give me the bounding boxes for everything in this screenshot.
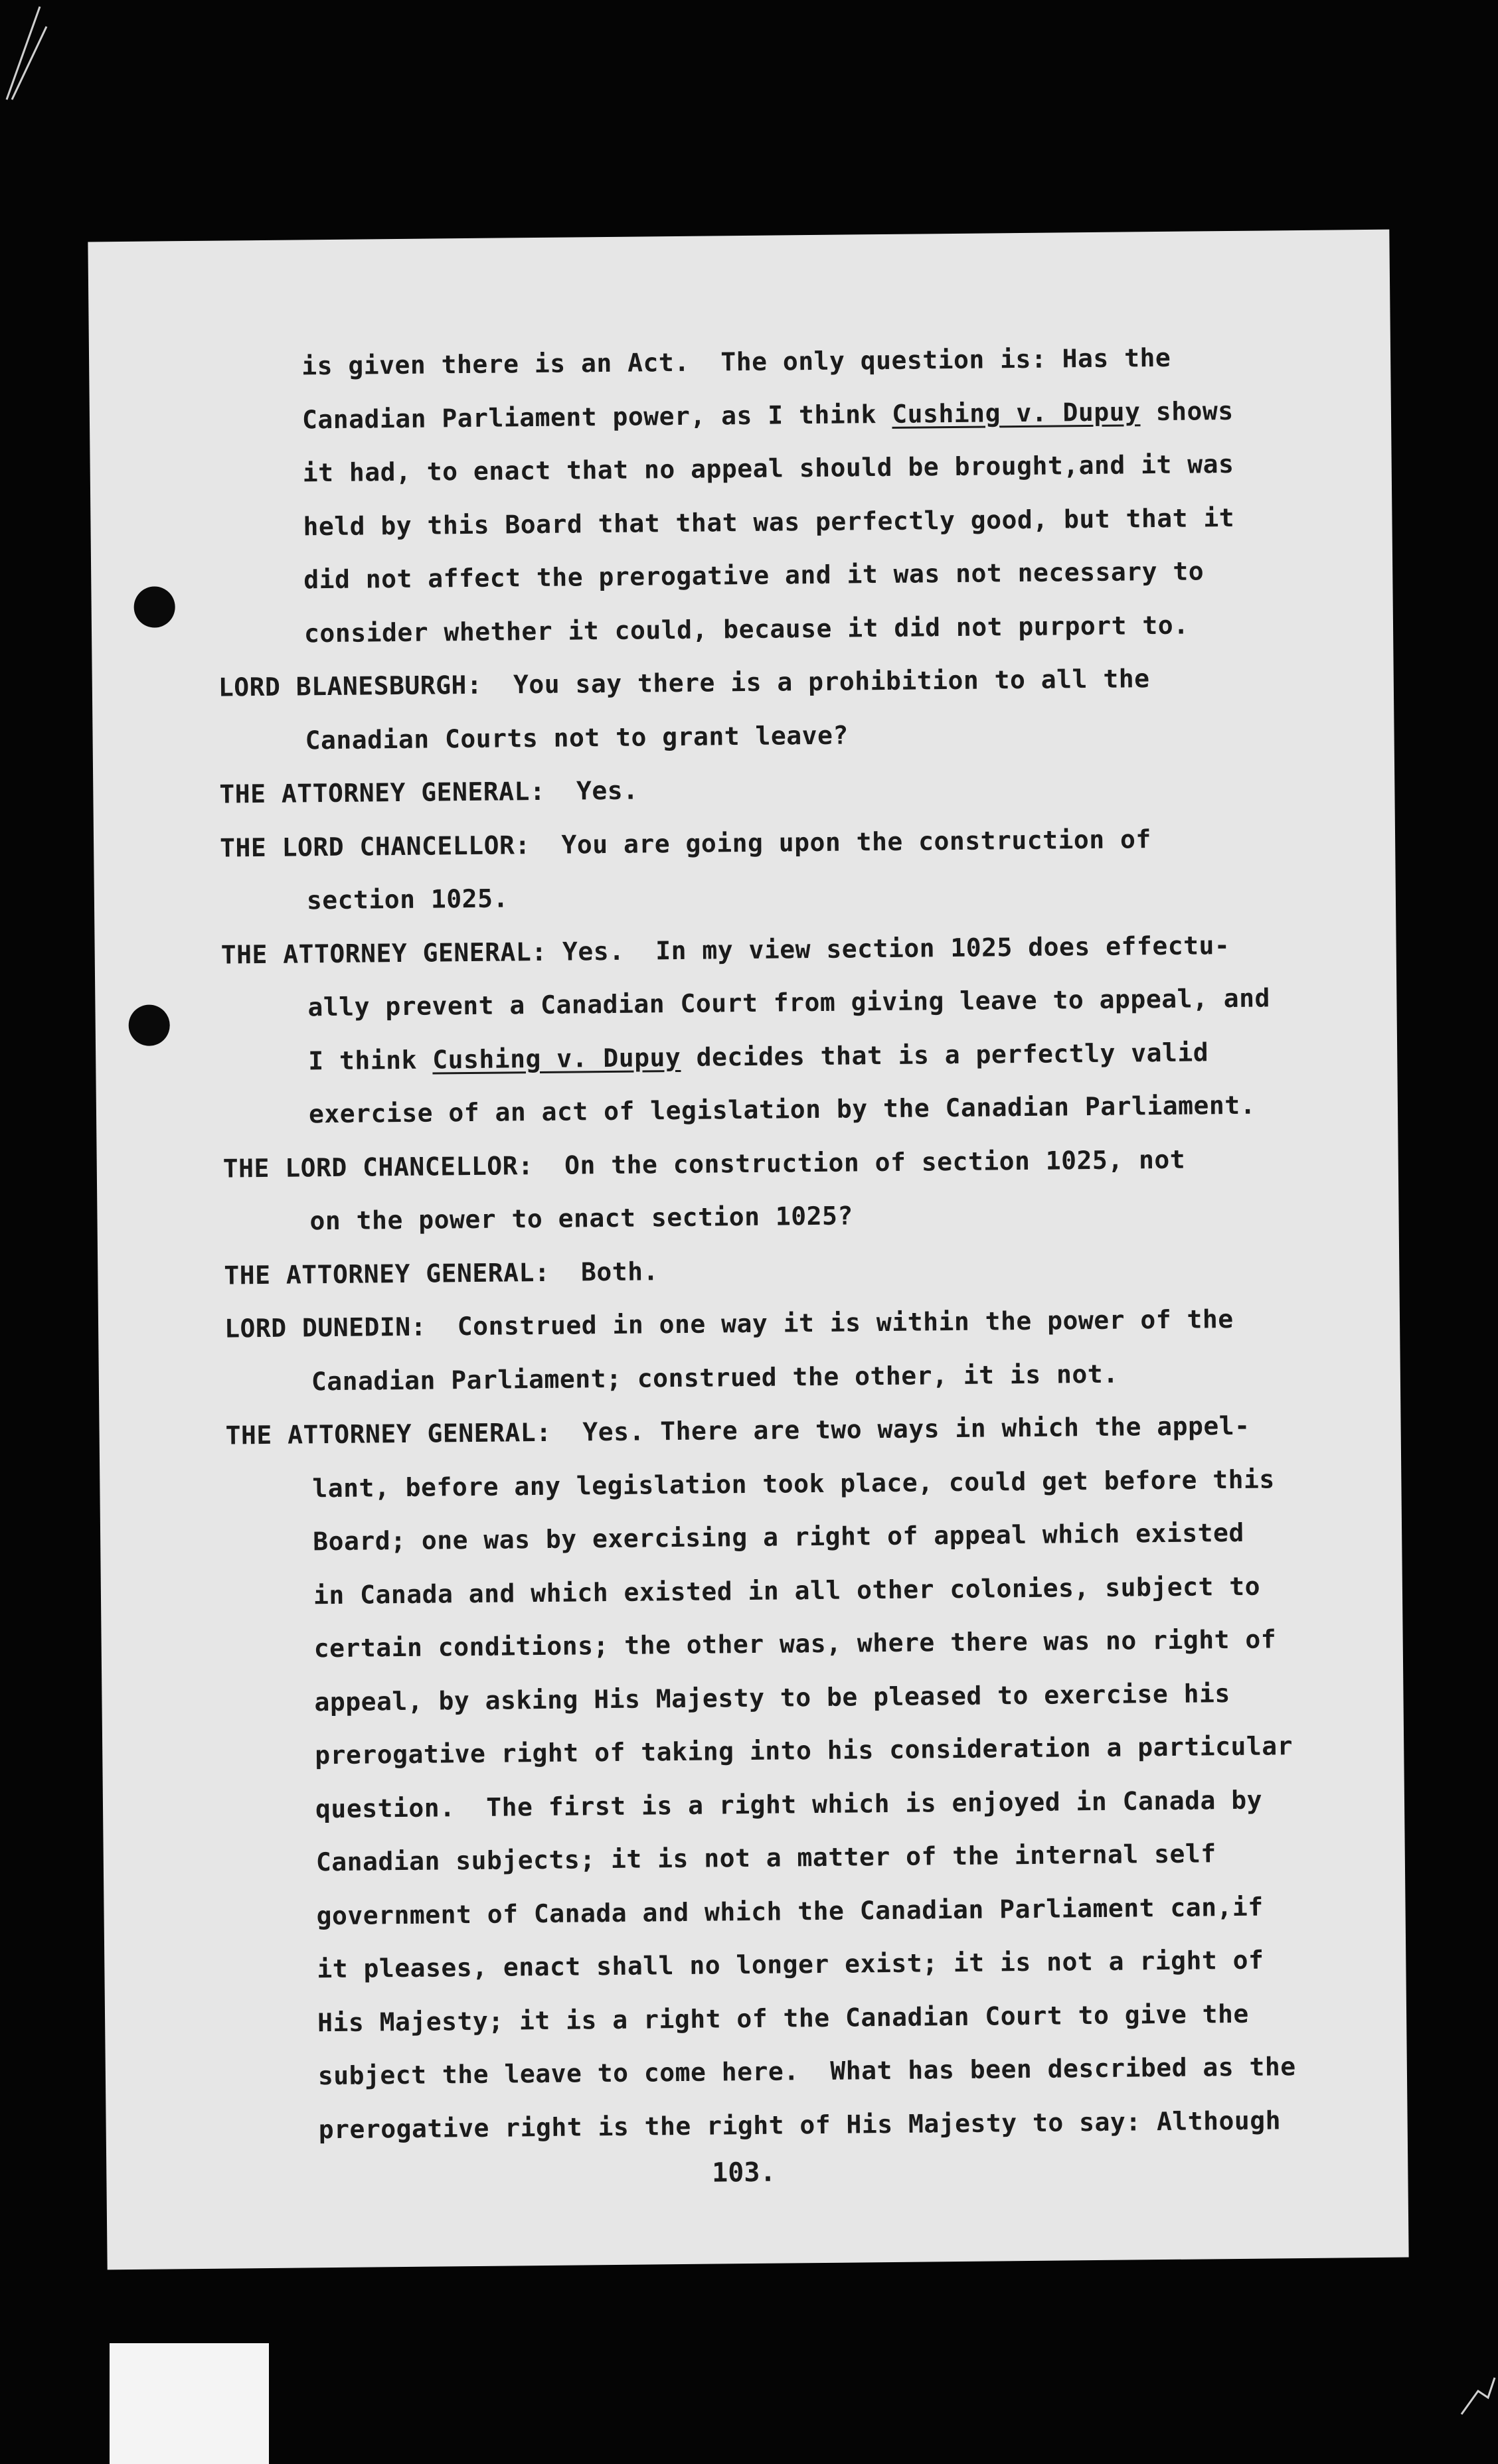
punch-hole (128, 1004, 170, 1046)
text-segment: THE LORD CHANCELLOR: On the construction of section 1025, not (222, 1144, 1186, 1184)
text-segment: government of Canada and which the Canadian Parliament can,if (316, 1892, 1264, 1930)
text-segment: prerogative right of taking into his consideration a particular (315, 1731, 1293, 1770)
text-segment: THE ATTORNEY GENERAL: Yes. In my view section 1025 does effectu- (220, 930, 1230, 970)
text-segment: held by this Board that that was perfectly good, but that it (303, 502, 1235, 541)
transcript-body (218, 329, 1365, 2157)
text-segment: I think (308, 1045, 433, 1075)
text-line (266, 1184, 1356, 1248)
text-segment: Canadian Courts not to grant leave? (305, 720, 849, 755)
text-segment: question. The first is a right which is enjoyed in Canada by (315, 1785, 1263, 1823)
text-segment: exercise of an act of legislation by the Canadian Parliament. (308, 1090, 1256, 1129)
scan-corner-mark (1458, 2371, 1498, 2418)
text-line (274, 1932, 1363, 1996)
text-line (273, 1879, 1363, 1943)
text-segment: THE ATTORNEY GENERAL: Yes. (219, 775, 639, 809)
text-segment: Canadian subjects; it is not a matter of the internal self (315, 1839, 1216, 1877)
text-line (270, 1559, 1360, 1622)
text-segment: it pleases, enact shall no longer exist; it is not a right of (317, 1945, 1264, 1984)
text-line (266, 1077, 1355, 1141)
document-page (88, 230, 1408, 2270)
text-segment: subject the leave to come here. What has been described as the (317, 2052, 1296, 2091)
text-segment: Board; one was by exercising a right of appeal which existed (312, 1517, 1245, 1557)
text-line (274, 1986, 1364, 2050)
text-line (262, 704, 1351, 767)
text-segment: LORD BLANESBURGH: You say there is a prohibition to all the (218, 664, 1150, 702)
text-line (259, 436, 1349, 500)
text-segment: His Majesty; it is a right of the Canadian Court to give the (317, 1999, 1249, 2037)
text-line (260, 543, 1350, 607)
text-segment: it had, to enact that no appeal should be brought,and it was (302, 449, 1234, 488)
page-number: 103. (711, 2157, 776, 2189)
text-segment: Canadian Parliament; construed the other, it is not. (311, 1359, 1119, 1396)
text-segment: ally prevent a Canadian Court from giving leave to appeal, and (307, 983, 1271, 1022)
text-segment: did not affect the prerogative and it was not necessary to (303, 556, 1205, 595)
text-line (261, 597, 1351, 660)
text-line (271, 1665, 1361, 1729)
text-segment: appeal, by asking His Majesty to be pleased to exercise his (314, 1678, 1230, 1717)
case-citation: Cushing v. Dupuy (432, 1042, 681, 1075)
text-segment: consider whether it could, because it did not purport to. (303, 610, 1189, 648)
text-segment: on the power to enact section 1025? (309, 1201, 853, 1236)
speaker-line (222, 1131, 1355, 1195)
text-line (270, 1612, 1360, 1675)
text-segment: in Canada and which existed in all other colonies, subject to (313, 1571, 1261, 1610)
text-segment: THE ATTORNEY GENERAL: Yes. There are two ways in which the appel- (225, 1411, 1250, 1450)
text-segment: Canadian Parliament power, as I think (301, 399, 892, 434)
text-segment: LORD DUNEDIN: Construed in one way it is within the power of the (224, 1304, 1234, 1344)
text-line (272, 1825, 1362, 1889)
text-line (275, 2093, 1365, 2157)
text-line (272, 1772, 1362, 1836)
text-segment: shows (1140, 396, 1234, 426)
text-line (258, 329, 1348, 393)
text-segment: THE ATTORNEY GENERAL: Both. (224, 1256, 659, 1290)
punch-hole (133, 586, 175, 628)
text-line (264, 864, 1353, 927)
case-citation: Cushing v. Dupuy (892, 396, 1141, 429)
text-segment: certain conditions; the other was, where there was no right of (313, 1624, 1277, 1663)
text-line (270, 1505, 1359, 1569)
text-segment: decides that is a perfectly valid (681, 1037, 1209, 1072)
text-line (272, 1719, 1361, 1782)
scan-corner-mark (0, 0, 80, 106)
text-line (260, 490, 1349, 554)
speaker-line (225, 1398, 1358, 1462)
speaker-line (224, 1291, 1357, 1355)
text-segment: lant, before any legislation took place, could get before this (312, 1464, 1276, 1503)
text-line (265, 1024, 1355, 1088)
text-line (268, 1345, 1357, 1409)
text-line (259, 383, 1349, 447)
film-label-card (110, 2343, 269, 2464)
text-line (275, 2039, 1365, 2103)
text-segment: is given there is an Act. The only question is: Has the (301, 343, 1171, 381)
text-segment: section 1025. (306, 884, 509, 915)
text-line (264, 970, 1354, 1034)
text-line (269, 1452, 1359, 1515)
text-segment: prerogative right is the right of His Majesty to say: Although (318, 2105, 1282, 2144)
text-segment: THE LORD CHANCELLOR: You are going upon the construction of (219, 824, 1151, 863)
